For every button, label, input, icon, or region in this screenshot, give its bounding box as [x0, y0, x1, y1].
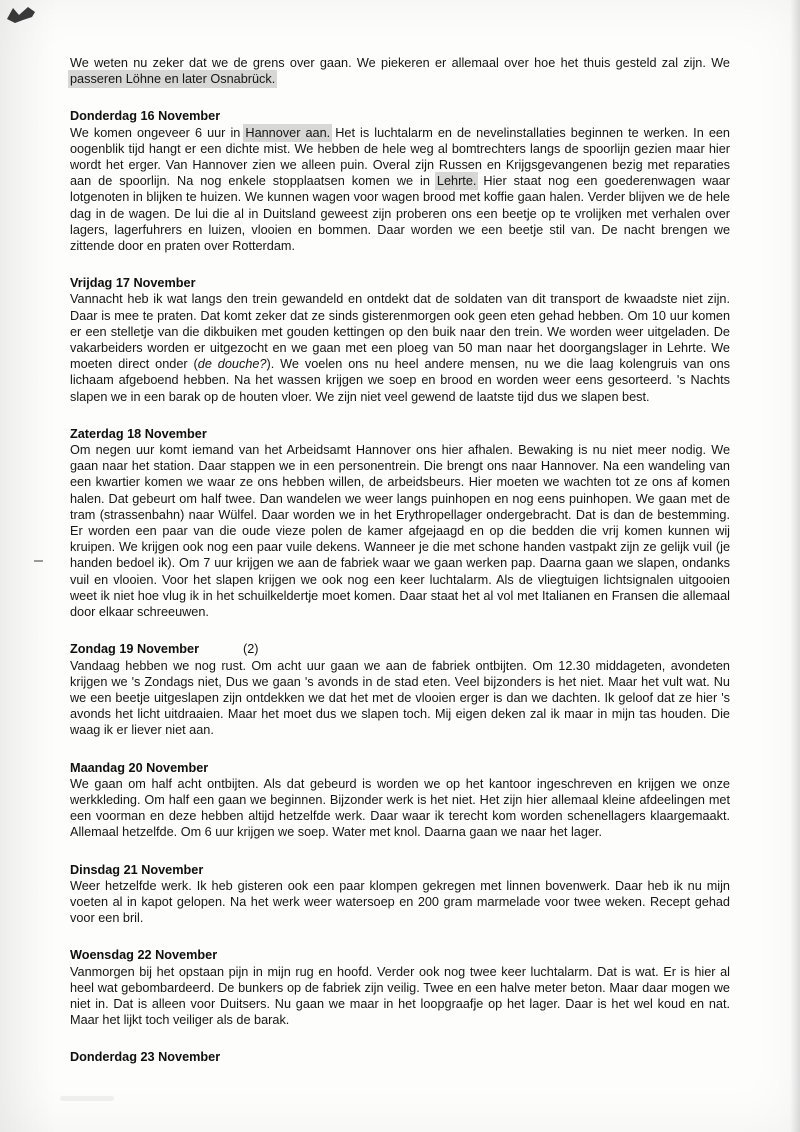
text-segment: Weer hetzelfde werk. Ik heb gisteren ook een paar klompen gekregen met linnen bovenwerk. Daar heb ik nu mijn voeten al in kapot gelopen. Na het werk weer watersoep en 200 gram marmelade voor twee weken. Recept gehad voor een bril.	[70, 878, 730, 926]
text-segment: Vannacht heb ik wat langs den trein gewandeld en ontdekt dat de soldaten van dit transport de kwaadste niet zijn. Daar is mee te praten. Dat komt zeker dat ze sinds gisterenmorgen ook geen eten gehad hebben. Om 10 uur komen er een stelletje van die dikbuiken met gouden kettingen op den buik naar den trein. We worden weer uitgeladen. De vakarbeiders worden er uitgezocht en we gaan met een ploeg van 50 man naar het doorgangslager in Lehrte. We moeten direct onder (	[70, 292, 730, 372]
highlight-segment: Hannover aan.	[245, 125, 331, 140]
entry-maandag-20	[70, 760, 730, 841]
entry-heading-note: (2)	[243, 642, 259, 657]
text-segment: Het is luchtalarm en de nevelinstallaties beginnen te werken. In een oogenblik tijd hangt er een dichte mist. We hebben de hele weg al bomtrechters langs de spoorlijn gezien maar hier wordt het erger. Van Hannover zien we alleen puin. Overal zijn Russen en Krijgsgevangenen bezig met reparaties aan de spoorlijn. Na nog enkele stopplaatsen komen we in	[70, 125, 730, 189]
text-segment: We komen ongeveer 6 uur in	[70, 125, 246, 140]
entry-heading: Donderdag 16 November	[70, 109, 221, 124]
entry-body	[70, 442, 730, 620]
entry-heading: Dinsdag 21 November	[70, 862, 204, 877]
entry-dinsdag-21	[70, 862, 730, 927]
entry-donderdag-23	[70, 1049, 730, 1065]
scan-artifact-corner	[5, 4, 41, 31]
intro-paragraph	[70, 55, 730, 87]
entry-heading: Vrijdag 17 November	[70, 276, 196, 291]
text-segment: Vandaag hebben we nog rust. Om acht uur gaan we aan de fabriek ontbijten. Om 12.30 middageten, avondeten krijgen we 's Zondags niet, Dus we gaan 's avonds in de stad eten. Veel bijzonders is het niet. Maar het vult wat. Nu we een beetje uitgeslapen zijn ontdekken we dat het met de vlooien erger is dan we dachten. Ik geloof dat ze hier 's avonds het licht uitdraaien. Maar het moet dus we slapen toch. Mij eigen deken zal ik maar in mijn tas houden. Die waag ik er liever niet aan.	[70, 658, 730, 738]
entry-heading: Woensdag 22 November	[70, 948, 218, 963]
entry-body	[70, 658, 730, 739]
entry-body	[70, 878, 730, 927]
scan-artifact-smudge	[60, 1096, 114, 1101]
text-segment: We weten nu zeker dat we de grens over gaan. We piekeren er allemaal over hoe het thuis gesteld zal zijn. We	[70, 56, 730, 70]
highlight-segment: passeren Löhne en later Osnabrück.	[70, 72, 276, 87]
entry-heading	[70, 641, 730, 657]
entry-woensdag-22	[70, 947, 730, 1028]
text-segment: We gaan om half acht ontbijten. Als dat gebeurd is worden we op het kantoor ingeschreven en krijgen we onze werkkleding. Om half een gaan we beginnen. Bijzonder werk is het niet. Het zijn hier allemaal kleine afdeelingen met een voorman en deze hebben altijd hetzelfde werk. Daar waar ik terecht kom worden schenellagers klaargemaakt. Allemaal hetzelfde. Om 6 uur krijgen we soep. Water met knol. Daarna gaan we naar het lager.	[70, 776, 730, 840]
entry-body	[70, 125, 730, 255]
entry-body	[70, 776, 730, 841]
text-segment: Om negen uur komt iemand van het Arbeidsamt Hannover ons hier afhalen. Bewaking is nu niet meer nodig. We gaan naar het station. Daar stappen we in een personentrein. Die brengt ons naar Hannover. Na een wandeling van een kwartier komen we waar ze ons hebben willen, de arbeidsbeurs. Hier moeten we wachten tot ze ons af komen halen. Dat gebeurt om half twee. Dan wandelen we weer langs puinhopen en nog eens puinhopen. We gaan met de tram (strassenbahn) naar Wülfel. Daar worden we in het Erythropellager ondergebracht. Dat is dan de bestemming. Er worden een paar van die oude vieze polen de kamer afgejaagd en op die bedden die vrij komen kunnen wij kruipen. We krijgen ook nog een paar vuile dekens. Wanneer je die met schone handen vastpakt zijn ze gelijk vuil (je handen bedoel ik). Om 7 uur krijgen we aan de fabriek waar we gaan werken pap. Daarna gaan we slapen, ondanks vuil en vlooien. Voor het slapen krijgen we ook nog een keer luchtalarm. Als de vliegtuigen lichtsignalen uitgooien weet ik niet hoe vlug ik in het schuilkeldertje moet komen. Daar staat het al vol met Italianen en Fransen die allemaal door elkaar schreeuwen.	[70, 443, 730, 620]
entry-body	[70, 291, 730, 404]
scan-artifact-dash	[34, 560, 43, 562]
entry-donderdag-16	[70, 108, 730, 254]
entry-vrijdag-17	[70, 275, 730, 405]
entry-heading: Maandag 20 November	[70, 760, 209, 775]
text-segment: ). We voelen ons nu heel andere mensen, nu we die laag kolengruis van ons lichaam afgeboend hebben. Na het wassen krijgen we soep en brood en worden weer eens gesorteerd. 's Nachts slapen we in een barak op de houten vloer. We zijn niet veel gewend de laatste tijd dus we slapen best.	[70, 357, 730, 404]
entry-heading: Donderdag 23 November	[70, 1050, 221, 1065]
entry-heading: Zaterdag 18 November	[70, 426, 207, 441]
highlight-segment: Lehrte.	[436, 174, 477, 189]
entry-zondag-19	[70, 641, 730, 738]
italic-segment: de douche?	[197, 357, 267, 372]
entry-body	[70, 964, 730, 1029]
text-segment: Hier staat nog een goederenwagen waar lotgenoten in blijken te huizen. We kunnen wagen voor wagen brood met koffie gaan halen. Verder blijven we de hele dag in de wagen. De lui die al in Duitsland geweest zijn proberen ons een beetje op te vrolijken met verhalen over lagers, lagerfuhrers en luizen, vlooien en bommen. Daar worden we een beetje stil van. De nacht brengen we zittende door en praten over Rotterdam.	[70, 174, 730, 254]
ink-blot-icon	[5, 4, 41, 26]
diary-text-block	[70, 55, 730, 1066]
text-segment: Vanmorgen bij het opstaan pijn in mijn rug en hoofd. Verder ook nog twee keer luchtalarm. Dat is wat. Er is hier al heel wat gebombardeerd. De bunkers op de fabriek zijn veilig. Twee en een halve meter beton. Maar daar mogen we niet in. Dat is alleen voor Duitsers. Nu gaan we maar in het loopgraafje op het lager. Daar is het wel koud en nat. Maar het lijkt toch veiliger als de barak.	[70, 964, 730, 1028]
entry-zaterdag-18	[70, 426, 730, 620]
entry-heading-text: Zondag 19 November	[70, 642, 200, 657]
